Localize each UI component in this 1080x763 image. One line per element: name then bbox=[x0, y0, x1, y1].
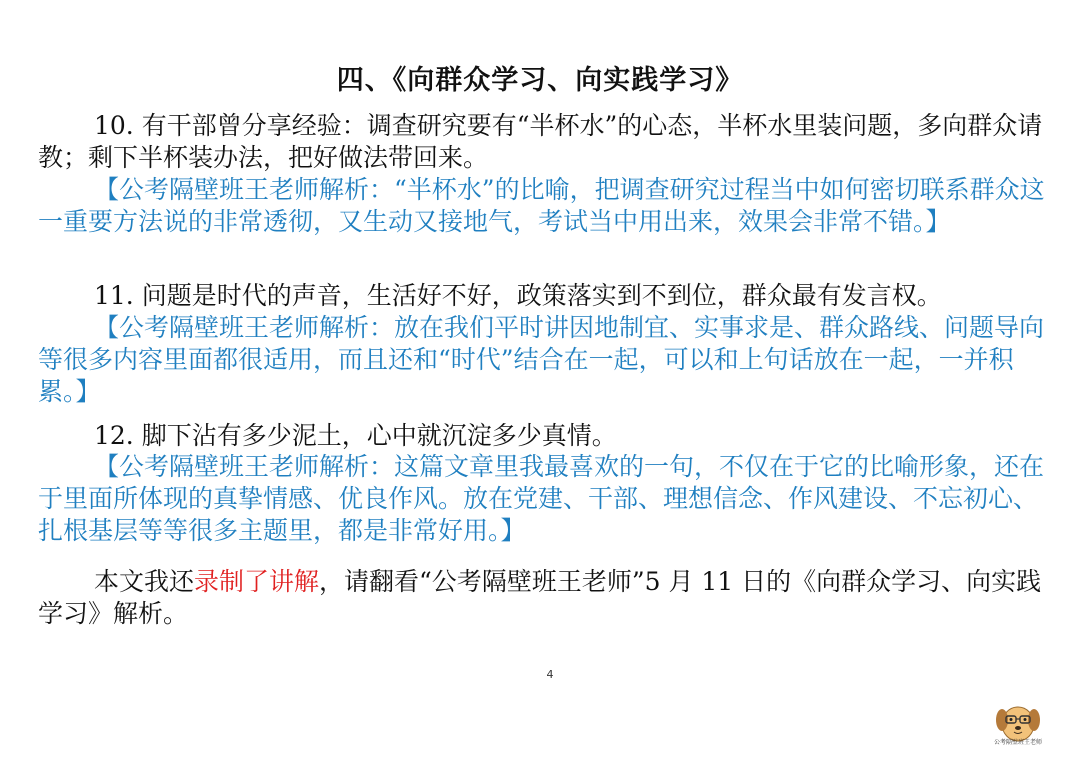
recording-highlight: 录制了讲解 bbox=[194, 567, 320, 596]
recording-note-part2: ，请翻看“公考隔壁班王老师”5 月 11 日的《向群众学习、向实践学习》解析。 bbox=[38, 567, 1042, 628]
analysis-11: 【公考隔壁班王老师解析：放在我们平时讲因地制宜、实事求是、群众路线、问题导向等很多内容里面都很适用，而且还和“时代”结合在一起，可以和上句话放在一起，一并积累。】 bbox=[38, 313, 1045, 406]
quote-10: 10. 有干部曾分享经验：调查研究要有“半杯水”的心态，半杯水里装问题，多向群众请教；剩下半杯装办法，把好做法带回来。 bbox=[38, 111, 1043, 172]
section-title: 四、《向群众学习、向实践学习》 bbox=[336, 65, 744, 96]
logo-caption: 公考隔壁班王老师 bbox=[993, 739, 1042, 746]
recording-note bbox=[38, 566, 1048, 630]
quote-12: 12. 脚下沾有多少泥土，心中就沉淀多少真情。 bbox=[94, 421, 617, 450]
analysis-12: 【公考隔壁班王老师解析：这篇文章里我最喜欢的一句，不仅在于它的比喻形象，还在于里面所体现的真挚情感、优良作风。放在党建、干部、理想信念、作风建设、不忘初心、扎根基层等等很多主题里，都是非常好用。】 bbox=[38, 452, 1045, 545]
page-number: 4 bbox=[546, 668, 554, 681]
recording-note-part1: 本文我还 bbox=[94, 567, 195, 596]
quote-11: 11. 问题是时代的声音，生活好不好，政策落实到不到位，群众最有发言权。 bbox=[94, 281, 942, 310]
analysis-10: 【公考隔壁班王老师解析：“半杯水”的比喻，把调查研究过程当中如何密切联系群众这一重要方法说的非常透彻，又生动又接地气，考试当中用出来，效果会非常不错。】 bbox=[38, 175, 1045, 236]
